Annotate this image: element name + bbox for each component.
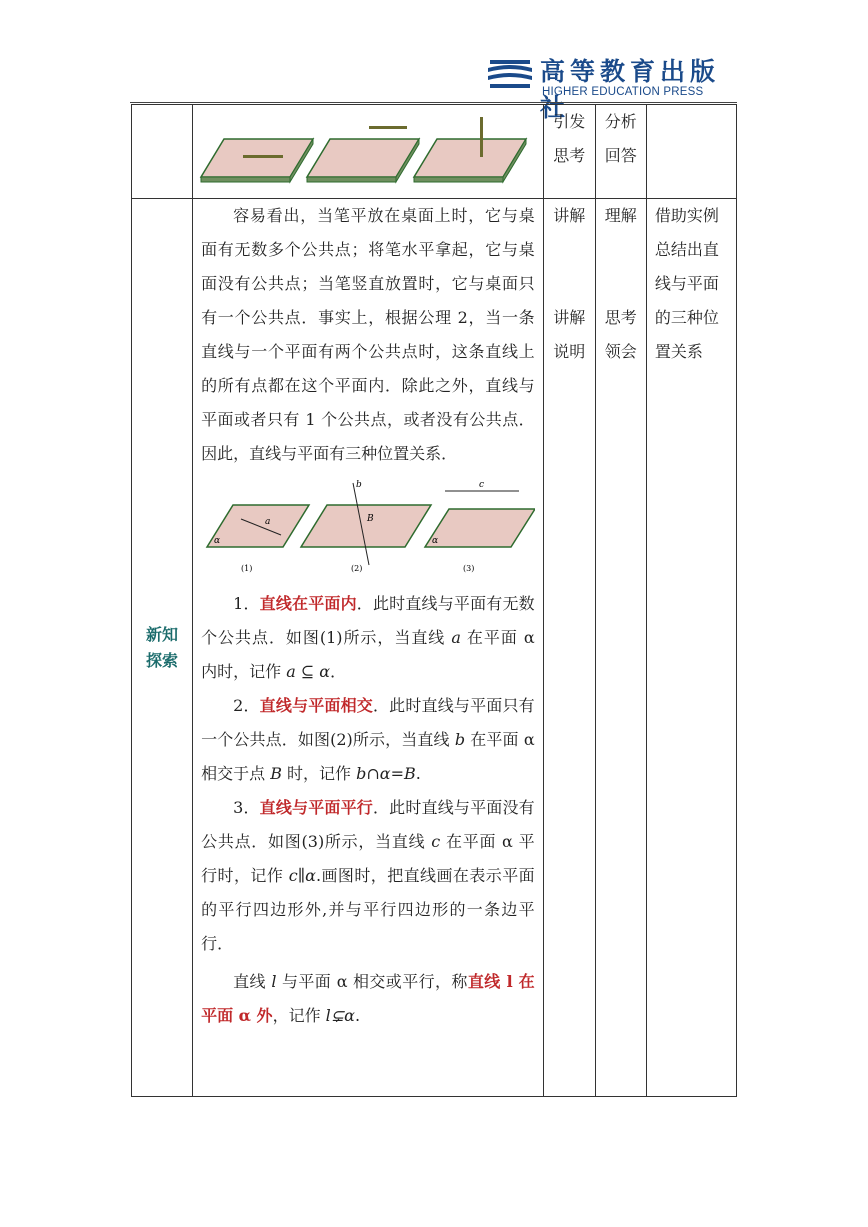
item-text: ，记作 xyxy=(272,1006,326,1025)
design-intent-cell xyxy=(646,199,736,1097)
notation: c∥α xyxy=(288,866,316,885)
teacher-activity-line: 思考 xyxy=(553,146,586,165)
outside-definition xyxy=(201,965,535,1033)
student-activity-line: 领会 xyxy=(604,342,637,361)
stage-label-line: 新知 xyxy=(146,624,179,644)
item-text: . xyxy=(415,764,421,783)
teacher-activity-line: 讲解 xyxy=(553,308,586,327)
header-rule xyxy=(130,102,737,103)
var-a: a xyxy=(451,628,461,647)
item-number: 1． xyxy=(233,594,260,613)
item-title: 直线在平面内 xyxy=(259,594,357,613)
line-plane-positions-figure xyxy=(201,477,535,577)
item-text: 时，记作 xyxy=(281,764,357,783)
item-text: 在平面 α 相交于点 xyxy=(201,730,535,783)
item-number: 2． xyxy=(233,696,260,715)
definition-term: 直线 l 在平面 α 外 xyxy=(201,972,535,1025)
stage-cell-empty xyxy=(132,105,193,199)
teacher-activity-cell xyxy=(543,199,595,1097)
stage-label-line: 探索 xyxy=(146,650,179,670)
item-intersect xyxy=(201,689,535,791)
var-B: B xyxy=(270,764,282,783)
item-text: ． xyxy=(330,662,347,681)
item-number: 3． xyxy=(233,798,260,817)
item-text: . xyxy=(354,1006,361,1025)
student-activity-cell xyxy=(595,105,646,199)
item-text: .画图时，把直线画在表示平面的平行四边形外,并与平行四边形的一条边平行． xyxy=(201,866,535,953)
point-label-B: B xyxy=(367,514,374,524)
student-activity-line: 分析 xyxy=(604,112,637,131)
design-intent-line: 置关系 xyxy=(654,342,703,361)
student-activity-line: 理解 xyxy=(604,206,637,225)
var-b: b xyxy=(454,730,466,749)
table-row xyxy=(132,105,737,199)
stage-label xyxy=(132,199,193,1097)
item-title: 直线与平面平行 xyxy=(259,798,373,817)
publisher-name-en: HIGHER EDUCATION PRESS xyxy=(542,86,704,98)
line-label-b: b xyxy=(356,480,362,490)
design-intent-line: 借助实例 xyxy=(654,206,719,225)
notation: b∩α=B xyxy=(356,764,416,783)
teacher-activity-line: 说明 xyxy=(553,342,586,361)
publisher-name-cn: 高等教育出版社 xyxy=(540,57,721,122)
teacher-activity-cell xyxy=(543,105,595,199)
lesson-plan-table xyxy=(131,104,737,1097)
intro-paragraph: 容易看出，当笔平放在桌面上时，它与桌面有无数多个公共点；将笔水平拿起，它与桌面没有公共点；当笔竖直放置时，它与桌面只有一个公共点．事实上，根据公理 2，当一条直线与一个平面有两个公共点时，这条直线上的所有点都在这个平面内．除此之外，直线与平面或者只有 1 个公共点，或者没有公共点．因此，直线与平面有三种位置关系． xyxy=(201,206,535,463)
item-text: 直线 xyxy=(233,972,272,991)
item-text: 与平面 α 相交或平行，称 xyxy=(276,972,468,991)
student-activity-cell xyxy=(595,199,646,1097)
item-parallel xyxy=(201,791,535,961)
plane-label-alpha: α xyxy=(214,536,221,546)
plane-label-alpha: α xyxy=(432,536,439,546)
item-title: 直线与平面相交 xyxy=(259,696,373,715)
item-text: ．此时直线与平面有无数个公共点．如图(1)所示，当直线 xyxy=(201,594,535,647)
pen-desk-figure-cell xyxy=(193,105,544,199)
item-text: 在平面 α 平行时，记作 xyxy=(201,832,535,885)
item-in-plane xyxy=(201,587,535,689)
figure-caption-1: (1) xyxy=(241,564,253,573)
design-intent-line: 总结出直 xyxy=(654,240,719,259)
teacher-activity-line: 讲解 xyxy=(553,206,586,225)
teacher-activity-line: 引发 xyxy=(553,112,586,131)
figure-caption-3: (3) xyxy=(463,564,475,573)
design-intent-cell xyxy=(646,105,736,199)
line-label-a: a xyxy=(265,517,271,527)
line-label-c: c xyxy=(479,480,485,490)
student-activity-line: 回答 xyxy=(604,146,637,165)
design-intent-line: 线与平面 xyxy=(654,274,719,293)
student-activity-line: 思考 xyxy=(604,308,637,327)
var-l: l xyxy=(271,972,277,991)
item-text: ．此时直线与平面没有公共点．如图(3)所示，当直线 xyxy=(201,798,535,851)
figure-caption-2: (2) xyxy=(351,564,363,573)
item-text: 在平面 α 内时，记作 xyxy=(201,628,535,681)
item-text: ．此时直线与平面只有一个公共点．如图(2)所示，当直线 xyxy=(201,696,535,749)
content-cell xyxy=(193,199,544,1097)
pen-desk-figure xyxy=(193,105,543,195)
design-intent-line: 的三种位 xyxy=(654,308,719,327)
notation: a ⊆ α xyxy=(286,662,331,681)
publisher-emblem-icon xyxy=(486,56,534,92)
table-row xyxy=(132,199,737,1097)
var-c: c xyxy=(431,832,441,851)
notation: l⊊α xyxy=(325,1006,355,1025)
